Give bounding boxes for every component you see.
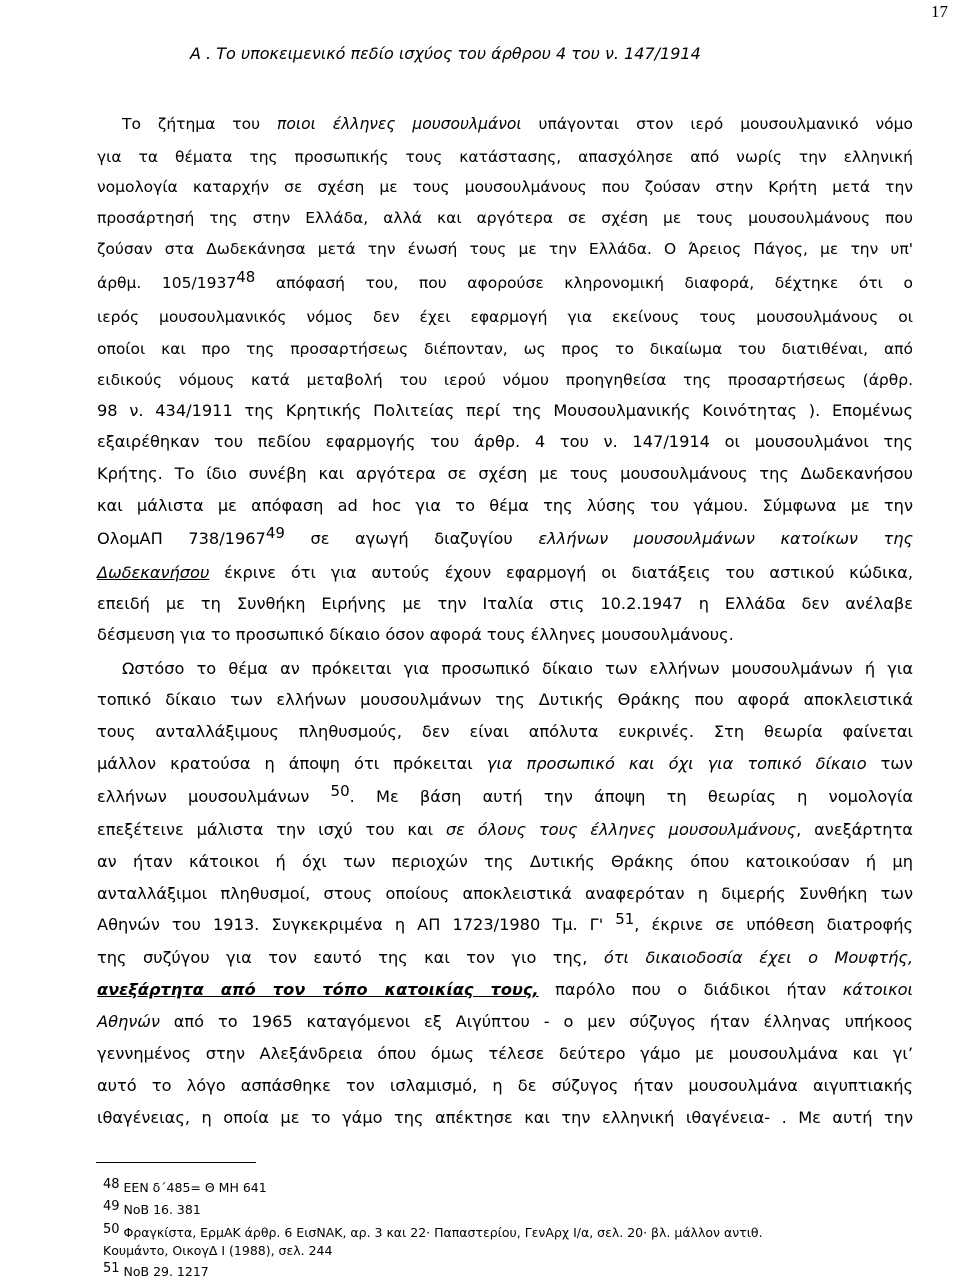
footnote-ref: 48	[236, 268, 256, 286]
text-line: Αθηνών από το 1965 καταγόμενοι εξ Αιγύπτου - ο μεν σύζυγος ήταν έλληνας υπήκοος	[97, 1012, 913, 1031]
text-line: ανεξάρτητα από τον τόπο κατοικίας τους, παρόλο που ο διάδικοι ήταν κάτοικοι	[97, 980, 913, 999]
page-number: 17	[931, 2, 948, 21]
text-line: ζούσαν στα Δωδεκάνησα μετά την ένωσή τους με την Ελλάδα. Ο Άρειος Πάγος, με την υπ'	[97, 240, 913, 258]
text-line: και μάλιστα με απόφαση ad hoc για το θέμα της λύσης του γάμου. Σύμφωνα με την	[97, 496, 913, 515]
footnote-number: 50	[103, 1222, 120, 1237]
text-line: 98 ν. 434/1911 της Κρητικής Πολιτείας περί της Μουσουλμανικής Κοινότητας ). Επομένως	[97, 401, 913, 420]
text-line: επειδή με τη Συνθήκη Ειρήνης με την Ιταλία στις 10.2.1947 η Ελλάδα δεν ανέλαβε	[97, 594, 913, 613]
footnote: $^{50}$ Φραγκίστα, ΕρμΑΚ άρθρ. 6 ΕισΝΑΚ, αρ. 3 και 22· Παπαστερίου, ΓενΑρχ Ι/α, σελ. 20· βλ. μάλλον αντιθ.	[103, 1222, 763, 1240]
text-line: Αθηνών του 1913. Συγκεκριμένα η ΑΠ 1723/1980 Τμ. Γ' $^{51}$, έκρινε σε υπόθεση διατροφής	[97, 910, 913, 934]
text-line: αν ήταν κάτοικοι ή όχι των περιοχών της Δυτικής Θράκης όπου κατοικούσαν ή μη	[97, 852, 913, 871]
text-line: τοπικό δίκαιο των ελλήνων μουσουλμάνων της Δυτικής Θράκης που αφορά αποκλειστικά	[97, 690, 913, 709]
footnote-separator	[96, 1162, 256, 1163]
text-line: δέσμευση για το προσωπικό δίκαιο όσον αφορά τους έλληνες μουσουλμάνους.	[97, 625, 734, 644]
text-line: ελλήνων μουσουλμάνων $^{50}$. Με βάση αυτή την άποψη τη θεωρίας η νομολογία	[97, 782, 914, 806]
footnote-ref: 51	[615, 910, 635, 928]
text-line: Ωστόσο το θέμα αν πρόκειται για προσωπικό δίκαιο των ελλήνων μουσουλμάνων ή για	[122, 659, 913, 678]
text-line: για τα θέματα της προσωπικής τους κατάστασης, απασχόλησε από νωρίς την ελληνική	[97, 148, 913, 166]
text-line: γεννημένος στην Αλεξάνδρεια όπου όμως τέλεσε δεύτερο γάμο με μουσουλμάνα και γι’	[97, 1044, 913, 1063]
text-line: ειδικούς νόμους κατά μεταβολή του ιερού νόμου προηγηθείσα της προσαρτήσεως (άρθρ.	[97, 371, 913, 389]
text-line: Δωδεκανήσου έκρινε ότι για αυτούς έχουν εφαρμογή οι διατάξεις του αστικού κώδικα,	[97, 563, 913, 582]
footnote: $^{51}$ ΝοΒ 29. 1217	[103, 1261, 209, 1279]
footnote-number: 51	[103, 1261, 120, 1276]
text-line: ΟλομΑΠ 738/1967$^{49}$ σε αγωγή διαζυγίου ελλήνων μουσουλμάνων κατοίκων της	[97, 524, 913, 548]
text-line: Κρήτης. Το ίδιο συνέβη και αργότερα σε σχέση με τους μουσουλμάνους της Δωδεκανήσου	[97, 464, 913, 483]
footnote-ref: 50	[330, 782, 350, 800]
text-line: νομολογία καταρχήν σε σχέση με τους μουσουλμάνους που ζούσαν στην Κρήτη μετά την	[97, 178, 913, 196]
text-line: ιθαγένειας, η οποία με το γάμο της απέκτησε και την ελληνική ιθαγένεια- . Με αυτή την	[97, 1108, 913, 1127]
footnote: $^{48}$ ΕΕΝ δ΄485= Θ ΜΗ 641	[103, 1177, 267, 1195]
footnote-ref: 49	[265, 524, 285, 542]
text-line: Το ζήτημα του ποιοι έλληνες μουσουλμάνοι υπάγονται στον ιερό μουσουλμανικό νόμο	[122, 115, 913, 133]
footnote-continuation: Κουμάντο, ΟικογΔ Ι (1988), σελ. 244	[103, 1243, 333, 1258]
text-line: αυτό το λόγο ασπάσθηκε τον ισλαμισμό, η δε σύζυγος ήταν μουσουλμάνα αιγυπτιακής	[97, 1076, 913, 1095]
text-line: επεξέτεινε μάλιστα την ισχύ του και σε όλους τους έλληνες μουσουλμάνους, ανεξάρτητα	[97, 820, 913, 839]
footnote-number: 49	[103, 1199, 120, 1214]
text-line: άρθμ. 105/1937$^{48}$ απόφασή του, που αφορούσε κληρονομική διαφορά, δέχτηκε ότι ο	[97, 268, 913, 292]
footnote-number: 48	[103, 1177, 120, 1192]
section-heading: Α . Το υποκειμενικό πεδίο ισχύος του άρθρου 4 του ν. 147/1914	[190, 44, 701, 63]
text-line: προσάρτησή της στην Ελλάδα, αλλά και αργότερα σε σχέση με τους μουσουλμάνους που	[97, 209, 913, 227]
footnote: $^{49}$ ΝοΒ 16. 381	[103, 1199, 201, 1217]
text-line: ανταλλάξιμοι πληθυσμοί, στους οποίους αποκλειστικά αναφερόταν η διμερής Συνθήκη των	[97, 884, 913, 903]
text-line: της συζύγου για τον εαυτό της και τον γιο της, ότι δικαιοδοσία έχει ο Μουφτής,	[97, 948, 913, 967]
text-line: τους ανταλλάξιμους πληθυσμούς, δεν είναι απόλυτα ευκρινές. Στη θεωρία φαίνεται	[97, 722, 913, 741]
text-line: οποίοι και προ της προσαρτήσεως διέπονταν, ως προς το δικαίωμα του διατιθέναι, από	[97, 340, 913, 358]
text-line: μάλλον κρατούσα η άποψη ότι πρόκειται για προσωπικό και όχι για τοπικό δίκαιο των	[97, 754, 913, 773]
text-line: ιερός μουσουλμανικός νόμος δεν έχει εφαρμογή για εκείνους τους μουσουλμάνους οι	[97, 308, 913, 326]
text-line: εξαιρέθηκαν του πεδίου εφαρμογής του άρθρ. 4 του ν. 147/1914 οι μουσουλμάνοι της	[97, 432, 913, 451]
